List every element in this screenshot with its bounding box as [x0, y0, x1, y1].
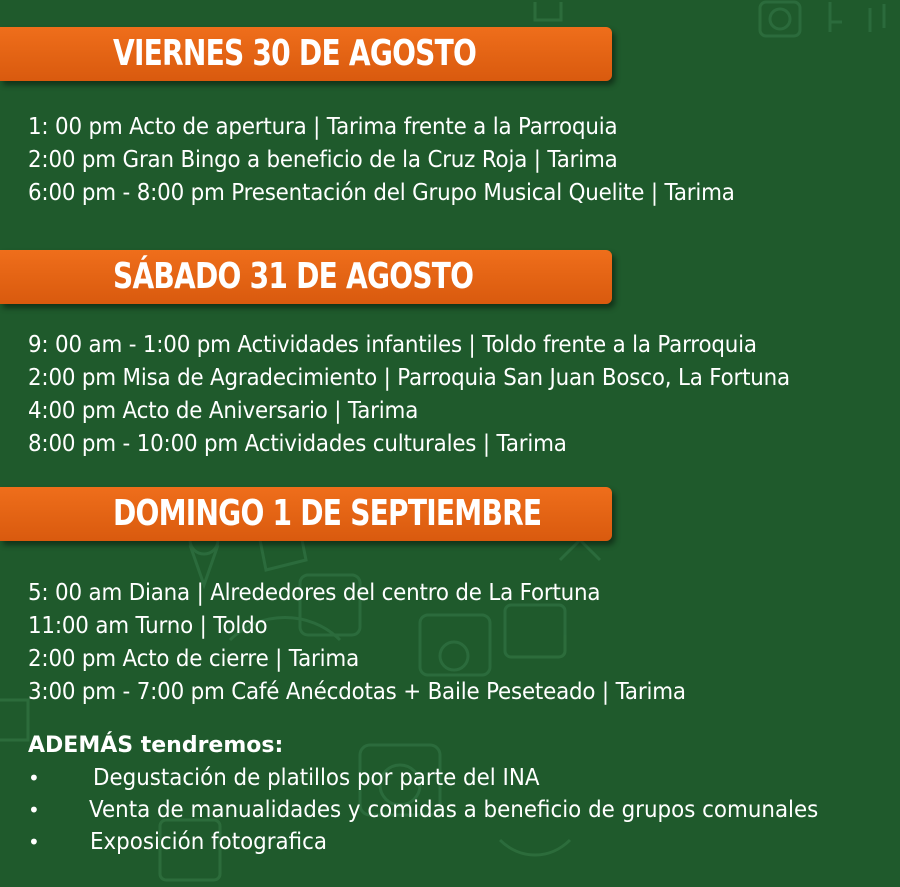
- schedule-item: 2:00 pm Gran Bingo a beneficio de la Cruz Roja | Tarima: [28, 147, 618, 173]
- day-banner-friday: [0, 27, 612, 81]
- friday-schedule: [28, 111, 788, 210]
- schedule-item: 2:00 pm Misa de Agradecimiento | Parroquia San Juan Bosco, La Fortuna: [28, 365, 790, 391]
- extras-item-text: Degustación de platillos por parte del INA: [93, 765, 540, 791]
- schedule-item: 4:00 pm Acto de Aniversario | Tarima: [28, 398, 419, 424]
- day-title: DOMINGO 1 DE SEPTIEMBRE: [113, 493, 542, 534]
- music-note-doodle-icon: [830, 2, 842, 32]
- day-banner-saturday: [0, 250, 612, 304]
- extras-item-text: Venta de manualidades y comidas a beneficio de grupos comunales: [89, 797, 819, 823]
- bullet-icon: •: [28, 766, 40, 790]
- bullet-icon: •: [28, 830, 40, 854]
- sunday-schedule: [28, 577, 735, 709]
- cup-doodle-icon: [0, 700, 28, 740]
- day-title: SÁBADO 31 DE AGOSTO: [113, 256, 474, 297]
- day-title: VIERNES 30 DE AGOSTO: [113, 33, 477, 74]
- saturday-schedule: [28, 329, 847, 461]
- schedule-item: 11:00 am Turno | Toldo: [28, 613, 268, 639]
- schedule-item: 5: 00 am Diana | Alrededores del centro de La Fortuna: [28, 580, 601, 606]
- extras-heading: ADEMÁS tendremos:: [28, 733, 284, 758]
- schedule-item: 1: 00 pm Acto de apertura | Tarima frente a la Parroquia: [28, 114, 618, 140]
- camera-doodle-icon: [760, 2, 800, 36]
- note-doodle-icon: [560, 540, 600, 560]
- day-banner-sunday: [0, 487, 612, 541]
- mask-doodle-icon: [500, 840, 570, 855]
- extras-item-text: Exposición fotografica: [90, 829, 327, 855]
- bullet-icon: •: [28, 798, 40, 822]
- schedule-item: 8:00 pm - 10:00 pm Actividades culturales | Tarima: [28, 431, 567, 457]
- schedule-item: 3:00 pm - 7:00 pm Café Anécdotas + Baile Peseteado | Tarima: [28, 679, 686, 705]
- schedule-item: 2:00 pm Acto de cierre | Tarima: [28, 646, 359, 672]
- glass-doodle-icon: [535, 2, 561, 20]
- schedule-item: 6:00 pm - 8:00 pm Presentación del Grupo Musical Quelite | Tarima: [28, 180, 735, 206]
- schedule-item: 9: 00 am - 1:00 pm Actividades infantiles | Toldo frente a la Parroquia: [28, 332, 757, 358]
